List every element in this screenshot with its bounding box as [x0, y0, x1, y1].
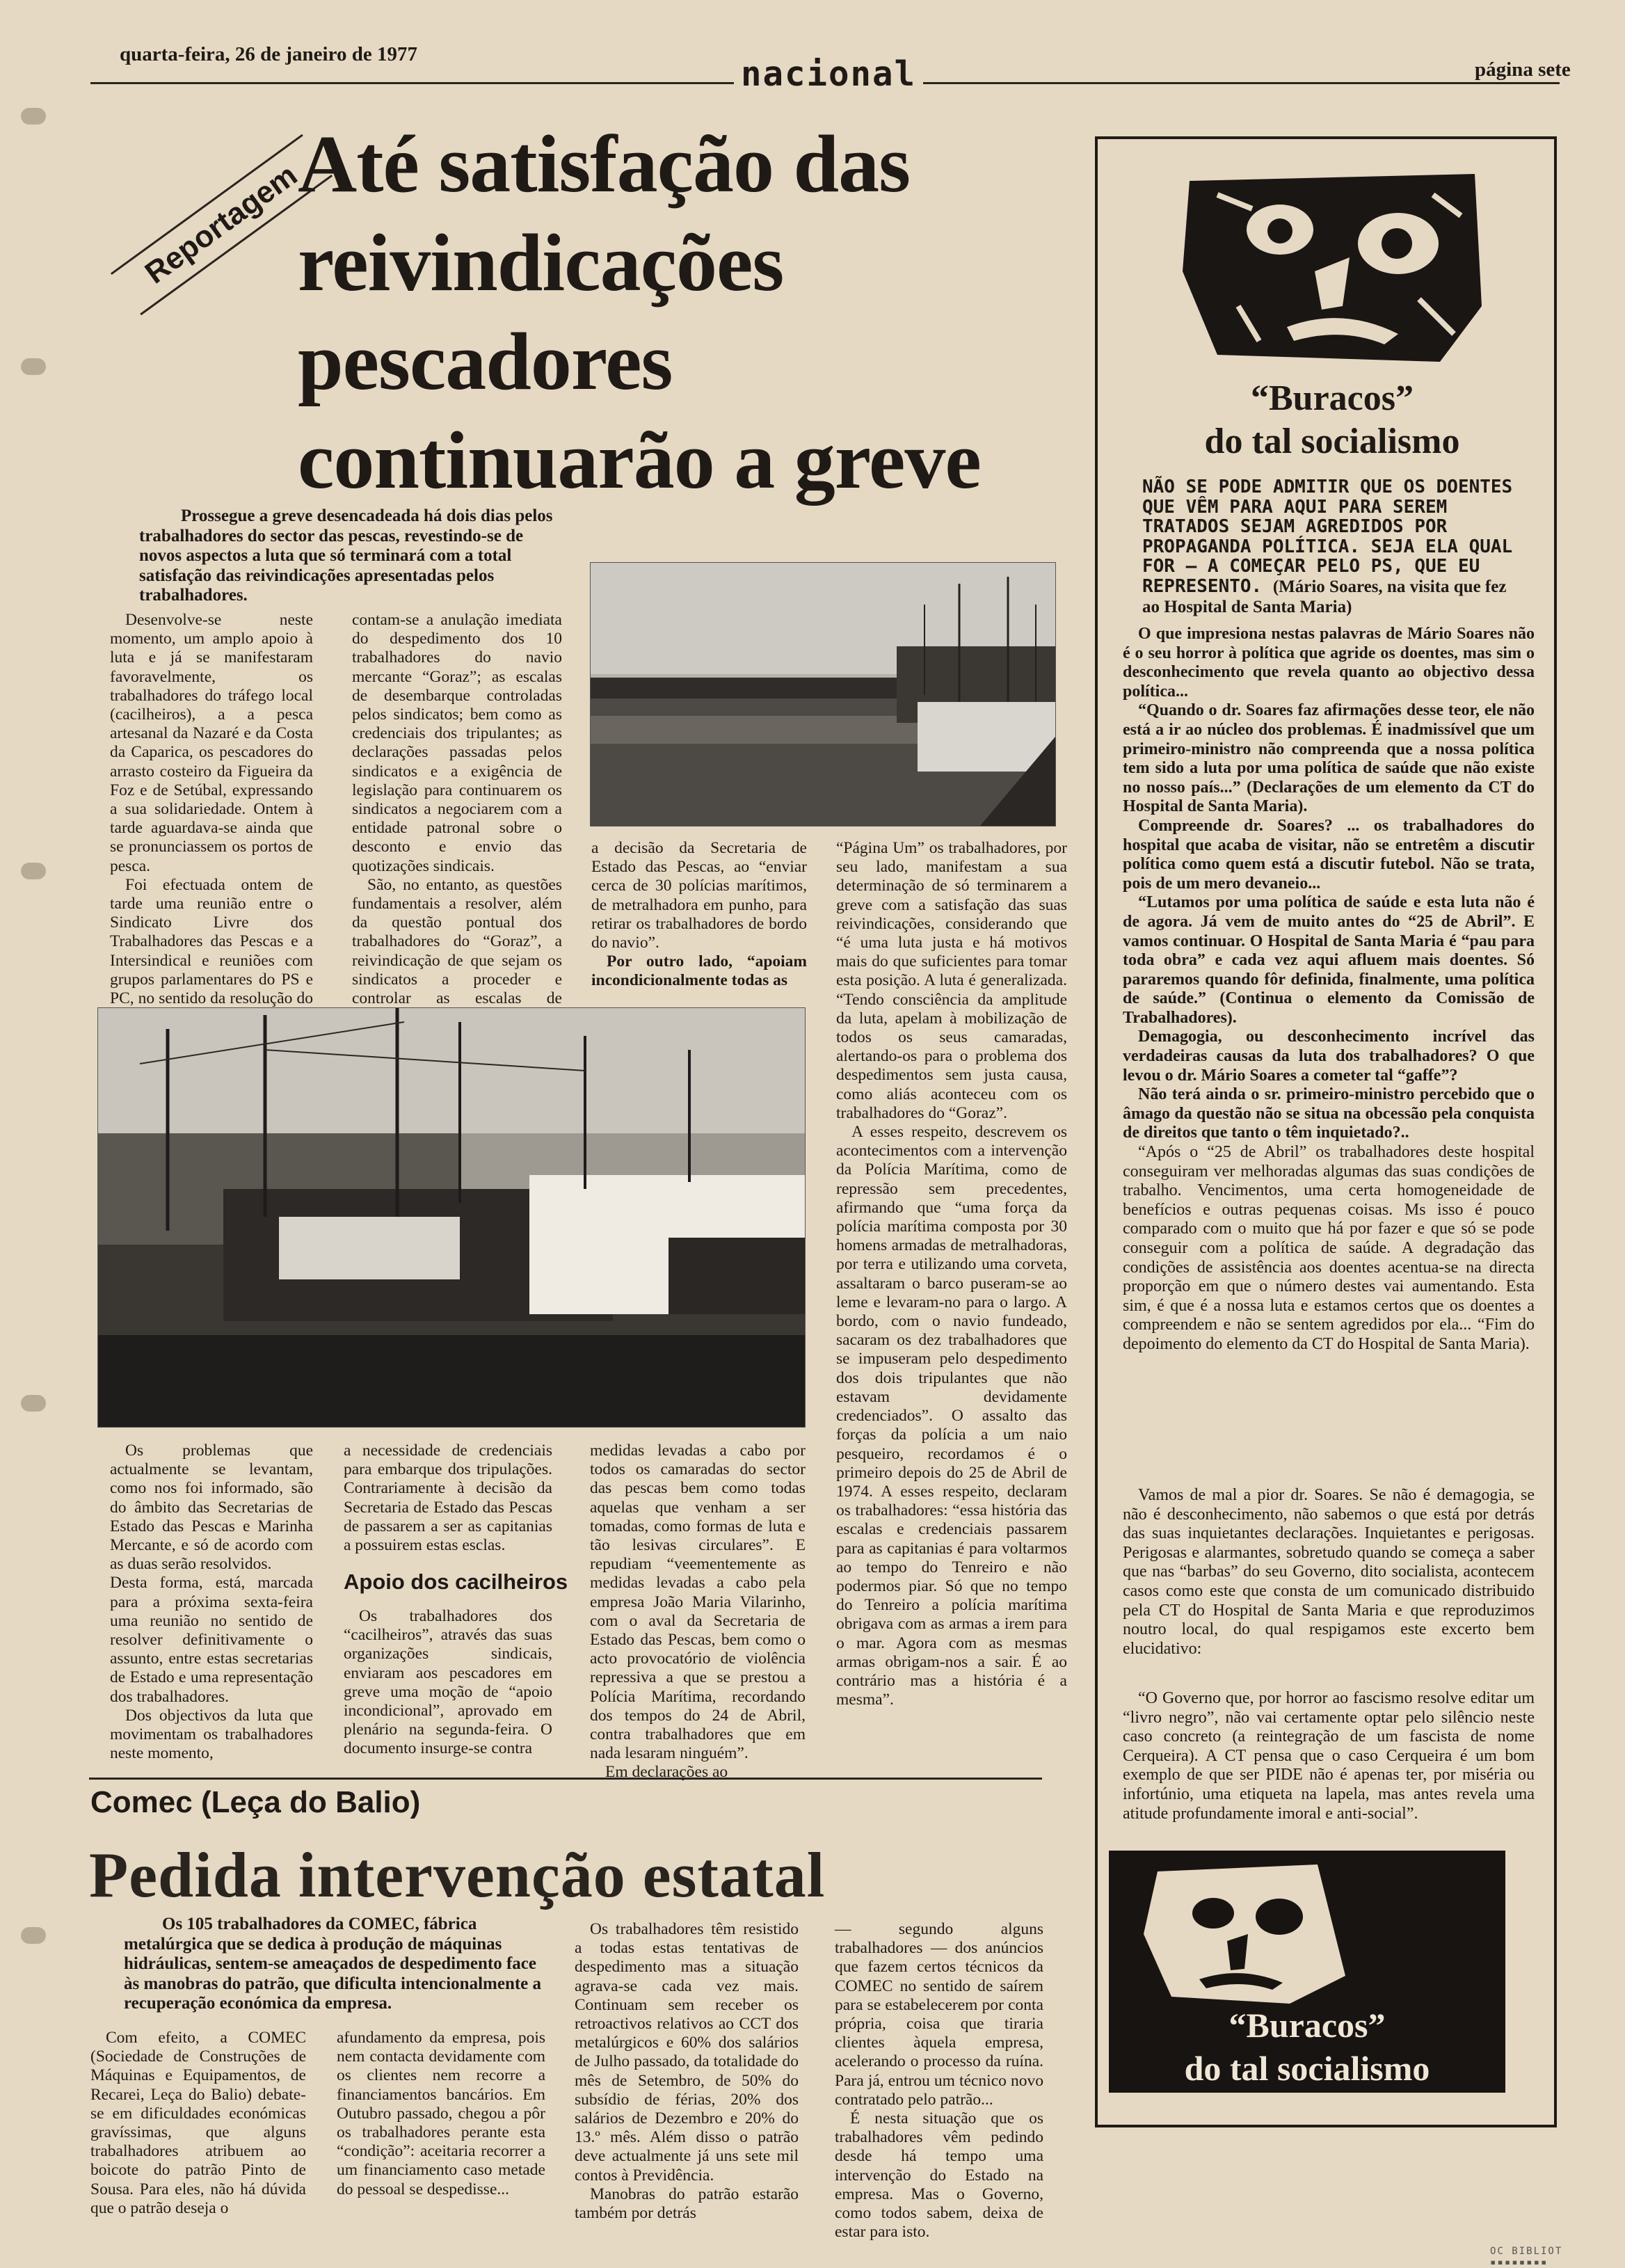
story-column-2-bottom: a necessidade de credenciais para embarque dos tripulações. Contrariamente à decisão da Secretaria de Estado das Pescas de passarem a ser as capitanias a possuirem estas esclas. [344, 1442, 552, 1555]
comec-headline: Pedida intervenção estatal [89, 1839, 826, 1910]
trawlers-photo-large [97, 1007, 806, 1428]
story-column-2: contam-se a anulação imediata do despedimento dos 10 trabalhadores do navio mercante “Goraz”; as escalas de desembarque controladas pelos sindicatos; bem como as credenciais dos tripulantes; as declarações passadas pelos sindicatos e a exigência de legislação para continuarem os sindicatos a negociarem com a entidade patronal sobre o desconto e envio das quotizações sindicais. São, no entanto, as questões fundamentais a resolver, além da questão pontual dos trabalhadores do “Goraz”, a reivindicação de que sejam os sindicatos a proceder e controlar as escalas de [352, 611, 562, 1008]
comec-column-2: afundamento da empresa, pois nem contacta devidamente com os clientes nem recorre a financiamentos bancários. Em Outubro passado, chegou a pôr os trabalhadores perante esta “condição”: aceitaria recorrer a um financiamento caso metade do pessoal se despedisse... [337, 2029, 545, 2198]
story-divider [89, 1778, 1042, 1780]
promo-title: “Buracos” do tal socialismo [1184, 2006, 1430, 2088]
binding-hole [21, 358, 46, 375]
reportagem-kicker: Reportagem [111, 134, 335, 319]
section-name: nacional [734, 54, 923, 94]
face-illustration [1176, 167, 1489, 369]
sidebar-body: O que impresiona nestas palavras de Mário Soares não é o seu horror à política que agride os doentes, mas sim o desconhecimento que revela quanto ao objectivo dessa política... “Quando o dr. Soares faz afirmações desse teor, ele não está a ir ao núcleo dos problemas. É inadmissível que um primeiro-ministro não compreenda que a nossa política tem sido a luta por uma política de saúde que não existe no nosso país...” (Declarações de um elemento da CT do Hospital de Santa Maria). Compreende dr. Soares? ... os trabalhadores do hospital que acaba de visitar, não se entretêm a discutir política como quem está a discutir futebol. Não se trata, pois de um mero devaneio... “Lutamos por uma política de saúde e esta luta não é de agora. Já vem de muito antes do “25 de Abril”. E vamos continuar. O Hospital de Santa Maria é “pau para toda obra” e cada vez aqui afluem mais doentes. Só pararemos quando fôr definida, finalmente, uma política de saúde.” (Continua o elemento da Comissão de Trabalhadores). Demagogia, ou desconhecimento incrível das verdadeiras causas da luta dos trabalhadores? O que levou o dr. Mário Soares a cometer tal “gaffe”? Não terá ainda o sr. primeiro-ministro percebido que o âmago da questão não se situa na obcessão pela conquista de direitos que tanto o têm inquietado?.. “Após o “25 de Abril” os trabalhadores deste hospital conseguiram ver melhoradas algumas das suas condições de trabalho. Vencimentos, uma certa homogeneidade de benefícios e outras pequenas coisas. Ms isso é pouco comparado com o muito que há por fazer e que só se pode conseguir com a política de saúde. A degradação das condições de assistência aos doentes acentua-se na directa proporção em que o número destes vai aumentando. Esta sim, é que é a nossa luta e estamos certos que os doentes a compreendem e não se sentem agredidos por ela... “Fim do depoimento do elemento da CT do Hospital de Santa Maria). [1123, 625, 1535, 1353]
story-column-3-bottom: medidas levadas a cabo por todos os camaradas do sector das pescas bem como todas aquelas que venham a ser tomadas, como formas de luta e tão lesivas circulares”. E repudiam “veementemente as medidas levadas a cabo pela empresa João Maria Vilarinho, com o aval da Secretaria de Estado das Pescas, bem como o acto provocatório de violência repressiva a que se prestou a Polícia Marítima, recordando dos tempos do 24 de Abril, contra trabalhadores que em nada lesaram ninguém”. Em declarações ao [590, 1442, 806, 1782]
comec-lead: Os 105 trabalhadores da COMEC, fábrica metalúrgica que se dedica à produção de máquinas hidráulicas, sentem-se ameaçados de despedimento face às manobras do patrão, que dificulta intencionalmente a recuperação económica da empresa. [124, 1915, 542, 2013]
issue-date: quarta-feira, 26 de janeiro de 1977 [120, 43, 424, 66]
sidebar-title: “Buracos” do tal socialismo [1204, 378, 1460, 461]
comec-column-4: — segundo alguns trabalhadores — dos anúncios que fazem certos técnicos da COMEC no sentido de saírem para se estabelecerem por conta própria, coisa que tiraria clientes àquela empresa, acelerando o processo da ruína. Para já, entrou um técnico novo contratado pelo patrão... É nesta situação que os trabalhadores vêm pedindo desde há tempo uma intervenção do Estado na empresa. Mas o Governo, como todos sabem, deixa de estar para isto. [835, 1920, 1043, 2242]
subheading-cacilheiros: Apoio dos cacilheiros [344, 1570, 568, 1594]
story-column-1: Desenvolve-se neste momento, um amplo apoio à luta e já se manifestaram favoravelmente, os trabalhadores do tráfego local (cacilheiros), a a pesca artesanal da Nazaré e da Costa da Caparica, os pescadores do arrasto costeiro da Figueira da Foz e de Setúbal, expressando a sua solidariedade. Ontem à tarde aguardava-se ainda que se pronunciassem os portos de pesca. Foi efectuada ontem de tarde uma reunião entre o Sindicato Livre dos Trabalhadores das Pescas e a Intersindical e reuniões com grupos parlamentares do PS e PC, no sentido da resolução do [110, 611, 313, 1008]
comec-column-3: Os trabalhadores têm resistido a todas estas tentativas de despedimento mas a situação agrava-se cada vez mais. Continuam sem receber os retroactivos relativos ao CCT dos metalúrgicos e 60% dos salários de Julho passado, da totalidade do mês de Setembro, de 50% do subsídio de férias, 20% dos salários de Dezembro e 20% do 13.º mês. Além disso o patrão deve actualmente já uns sete mil contos à Previdência. Manobras do patrão estarão também por detrás [575, 1920, 799, 2223]
story-column-3: a decisão da Secretaria de Estado das Pescas, ao “enviar cerca de 30 polícias marítimos, de metralhadora em punho, para retirar os trabalhadores de bordo do navio”. Por outro lado, “apoiam incondicionalmente todas as [591, 839, 807, 990]
story-lead: Prossegue a greve desencadeada há dois dias pelos trabalhadores do sector das pescas, revestindo-se de novos aspectos a luta que só terminará com a total satisfação das reivindicações apresentadas pelos trabalhadores. [139, 506, 553, 605]
binding-hole [21, 108, 46, 125]
story-column-4: “Página Um” os trabalhadores, por seu lado, manifestam a sua determinação de só terminarem a greve com a satisfação das suas reivindicações, considerando que “é uma luta justa e há motivos mais do que suficientes para tomar esta posição. A luta é generalizada. “Tendo consciência da amplitude da luta, apelam à mobilização de todos os seus camaradas, alertando-os para o problema dos despedimentos sem justa causa, como aliás aconteceu com os trabalhadores do “Goraz”. A esses respeito, descrevem os acontecimentos com a intervenção da Polícia Marítima, como de repressão sem precedentes, afirmando que “uma força da polícia marítima composta por 30 homens armadas de metralhadoras, por terra e utilizando uma corveta, assaltaram o barco puseram-se ao leme e levaram-no para o largo. A bordo, com o navio fundeado, sacaram os dez trabalhadores que se impuseram pelo despedimento dos dois tripulantes que não estavam devidamente credenciados”. O assalto das forças da polícia a um naio pesqueiro, recordamos é o primeiro depois do 25 de Abril de 1974. A esses respeito, declaram os trabalhadores: “essa história das escalas e credenciais passarem para as capitanias é para voltarmos ao tempo do Tenreiro e não podermos piar. Só que no tempo do Tenreiro a polícia marítima obrigava com as armas a irem para o mar. Agora com as mesmas armas obrigam-nos a sair. É ao contrário mas a história é a mesma”. [836, 839, 1067, 1709]
sidebar-body-3: “O Governo que, por horror ao fascismo resolve editar um “livro negro”, não vai certamente optar pelo silêncio neste caso concreto (a reintegração de um fascista de nome Cerqueira). A CT pensa que o caso Cerqueira é um bom exemplo de que ser PIDE não é apenas ter, por miséria ou infortúnio, uma etiqueta na lapela, mas antes revela uma atitude profundamente imoral e anti-social”. [1123, 1689, 1535, 1823]
story-column-2-continued: Os trabalhadores dos “cacilheiros”, através das suas organizações sindicais, enviaram aos pescadores em greve uma moção de “apoio incondicional”, aprovado em plenário na segunda-feira. O documento insurge-se contra [344, 1607, 552, 1758]
story-column-1-bottom: Os problemas que actualmente se levantam, como nos foi informado, são do âmbito das Secretarias de Estado das Pescas e Marinha Mercante, e só de acordo com as duas serão resolvidos. Desta forma, está, marcada para a próxima sexta-feira uma reunião no sentido de resolver definitivamente o assunto, entre estas secretarias de Estado e uma representação dos trabalhadores. Dos objectivos da luta que movimentam os trabalhadores neste momento, [110, 1442, 313, 1763]
binding-hole [21, 1927, 46, 1944]
binding-hole [21, 863, 46, 879]
comec-column-1: Com efeito, a COMEC (Sociedade de Construções de Máquinas e Equipamentos, de Recarei, Leça do Balio) debate-se em dificuldades económicas gravíssimas, que alguns trabalhadores atribuem ao boicote do patrão Pinto de Sousa. Para eles, não há dúvida que o patrão deseja o [90, 2029, 306, 2217]
comec-kicker: Comec (Leça do Balio) [90, 1785, 421, 1819]
library-stamp: OC BIBLIOT ▪▪▪▪▪▪▪▪ [1490, 2246, 1563, 2268]
sidebar-body-2: Vamos de mal a pior dr. Soares. Se não é demagogia, se não é desconhecimento, não sabemos o que está por detrás das suas inquietantes declarações. Inquietantes e perigosas. Perigosas e alarmantes, sobretudo quando se começa a saber que nas “barbas” do seu Governo, dito socialista, acontecem casos como este que consta de um comunicado distribuido pela CT do Hospital de Santa Maria e que reproduzimos noutro local, do qual respigamos este excerto bem elucidativo: [1123, 1486, 1535, 1658]
page-number: página sete [1469, 58, 1571, 81]
sidebar-quote: NÃO SE PODE ADMITIR QUE OS DOENTES QUE VÊM PARA AQUI PARA SEREM TRATADOS SEJAM AGREDIDOS POR PROPAGANDA POLÍTICA. SEJA ELA QUAL FOR — A COMEÇAR PELO PS, QUE EU REPRESENTO. (Mário Soares, na visita que fez ao Hospital de Santa Maria) [1142, 477, 1513, 616]
binding-hole [21, 1395, 46, 1412]
story-headline: Até satisfação das reivindicações pescadores continuarão a greve [298, 118, 981, 506]
harbour-photo-small [590, 562, 1056, 826]
